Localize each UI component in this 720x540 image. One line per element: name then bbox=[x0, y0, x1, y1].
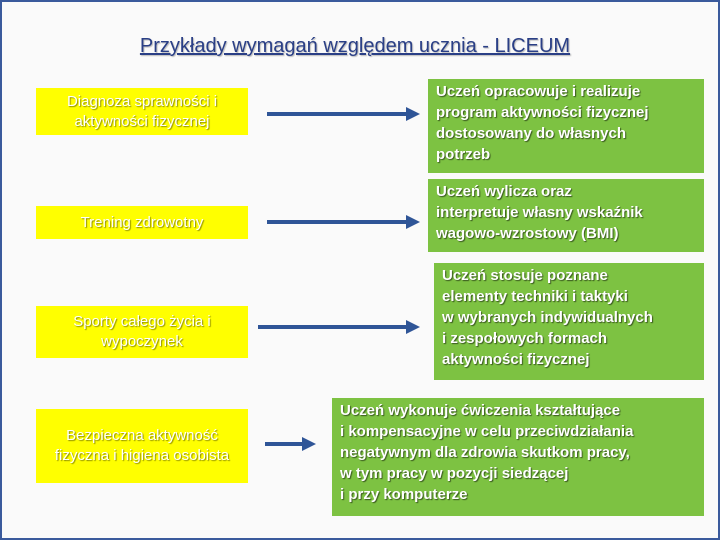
right-box-technique-tactics: Uczeń stosuje poznane elementy techniki i taktyki w wybranych indywidualnych i zespołowych formach aktywności fizycznej bbox=[434, 263, 704, 380]
arrow-3 bbox=[258, 320, 420, 334]
left-box-health-training: Trening zdrowotny bbox=[36, 206, 248, 239]
slide-title: Przykłady wymagań względem ucznia - LICEUM bbox=[139, 35, 571, 57]
arrow-4 bbox=[265, 437, 316, 451]
left-box-safe-activity: Bezpieczna aktywność fizyczna i higiena osobista bbox=[36, 409, 248, 483]
right-box-bmi: Uczeń wylicza oraz interpretuje własny wskaźnik wagowo-wzrostowy (BMI) bbox=[428, 179, 704, 252]
right-box-compensatory-exercises: Uczeń wykonuje ćwiczenia kształtujące i kompensacyjne w celu przeciwdziałania negatywnym dla zdrowia skutkom pracy, w tym pracy w pozycji siedzącej i przy komputerze bbox=[332, 398, 704, 516]
left-box-diagnosis: Diagnoza sprawności i aktywności fizycznej bbox=[36, 88, 248, 135]
arrow-1 bbox=[267, 107, 420, 121]
arrow-2 bbox=[267, 215, 420, 229]
left-box-lifelong-sports: Sporty całego życia i wypoczynek bbox=[36, 306, 248, 358]
right-box-activity-program: Uczeń opracowuje i realizuje program aktywności fizycznej dostosowany do własnych potrzeb bbox=[428, 79, 704, 173]
